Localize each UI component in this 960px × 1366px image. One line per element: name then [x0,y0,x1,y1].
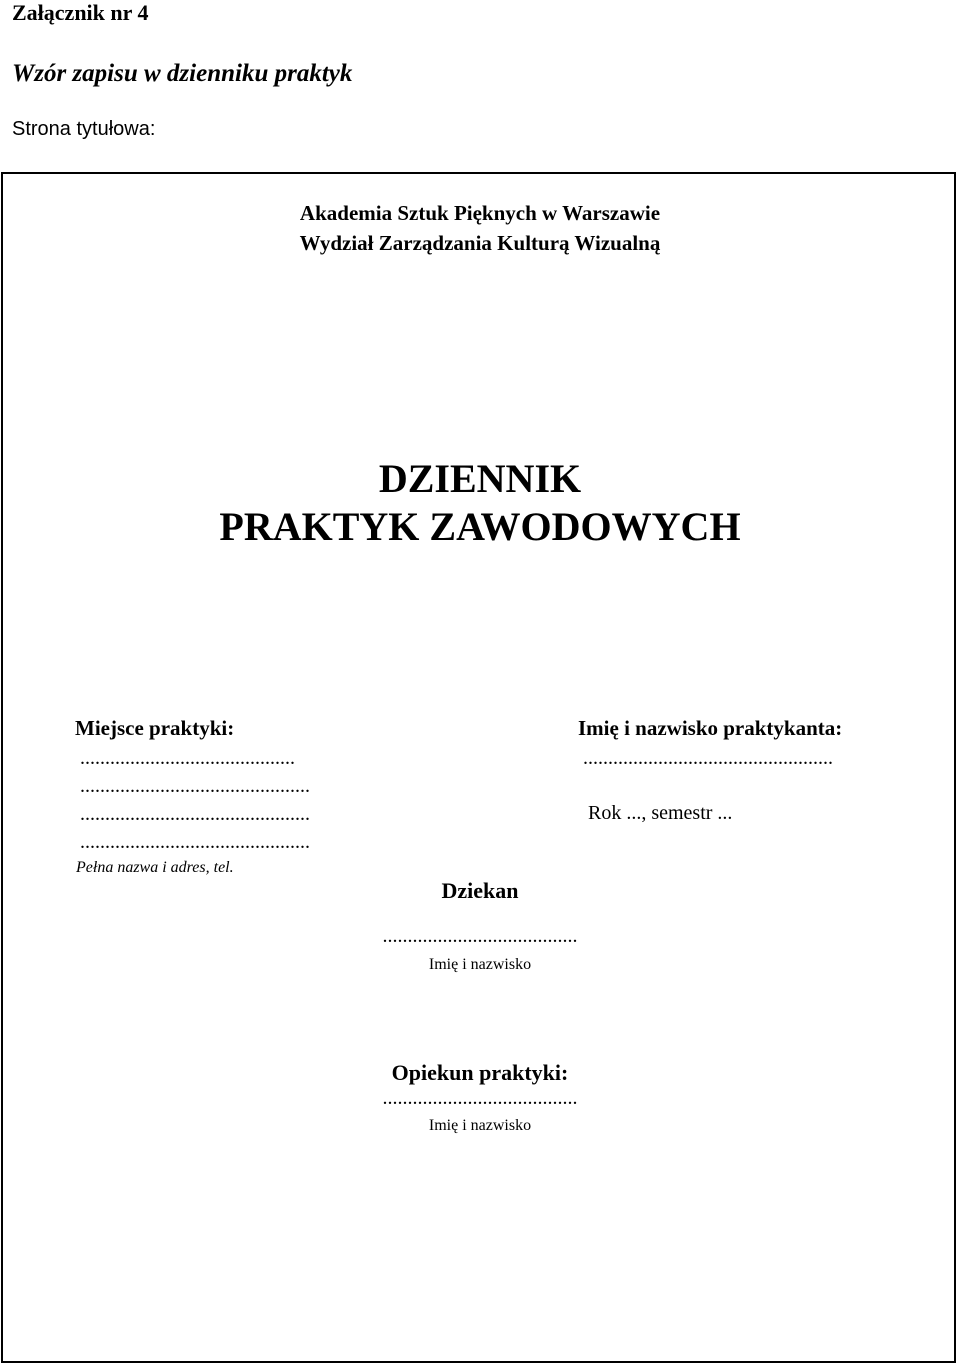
placement-caption: Pełna nazwa i adres, tel. [76,859,234,876]
supervisor-label: Opiekun praktyki: [391,1060,569,1085]
placement-line: .............................................. [80,803,310,825]
document-title: Wzór zapisu w dzienniku praktyk [12,60,353,87]
supervisor-caption: Imię i nazwisko [428,1117,532,1134]
institution-name: Akademia Sztuk Pięknych w Warszawie [299,201,661,225]
cover-title-line2: PRAKTYK ZAWODOWYCH [219,504,741,549]
annex-label: Załącznik nr 4 [12,0,149,25]
supervisor-signature-line: ....................................... [382,1087,578,1109]
placement-line: .............................................. [80,775,310,797]
dean-signature-line: ....................................... [382,925,578,947]
student-name-label: Imię i nazwisko praktykanta: [578,716,843,740]
placement-label: Miejsce praktyki: [75,716,235,740]
placement-line: ........................................... [80,747,295,769]
student-name-line: .................................................. [583,747,833,769]
year-semester-line: Rok ..., semestr ... [588,802,733,824]
faculty-name: Wydział Zarządzania Kulturą Wizualną [299,231,661,255]
placement-line: .............................................. [80,831,310,853]
cover-title-line1: DZIENNIK [378,456,582,501]
dean-label: Dziekan [441,878,519,903]
dean-caption: Imię i nazwisko [428,956,532,973]
section-subtitle: Strona tytułowa: [12,118,156,140]
